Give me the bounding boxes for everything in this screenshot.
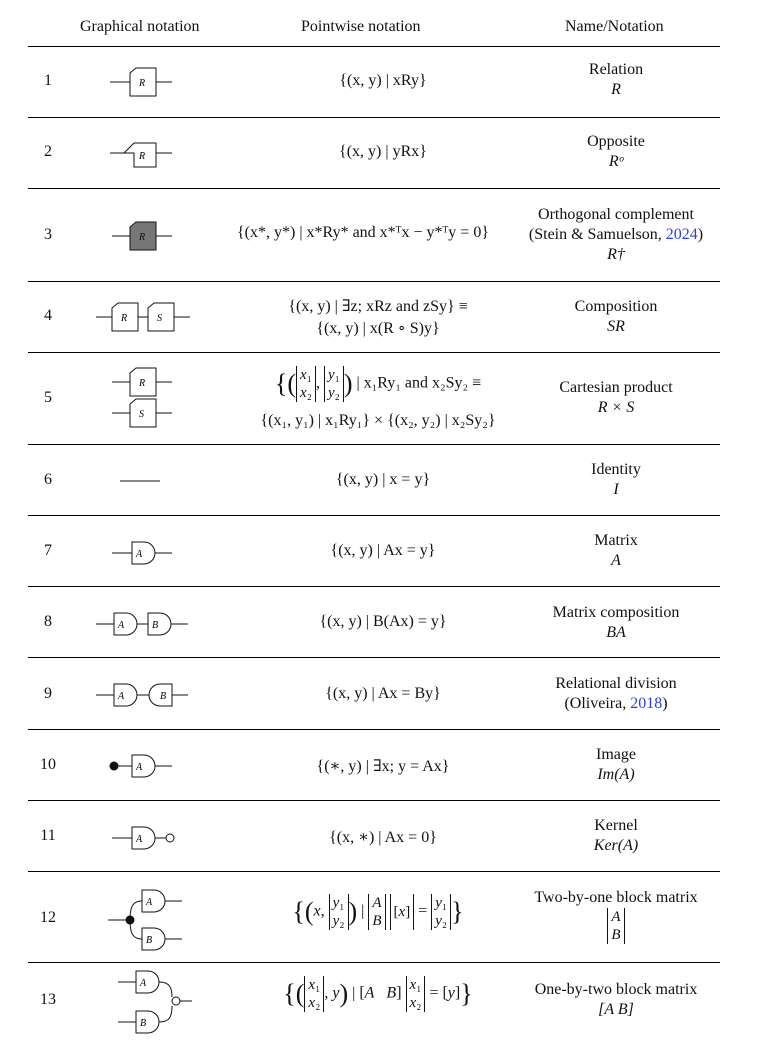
name-label: Kernel [594,817,638,834]
pointwise-text: {(x, y) | xRy} [339,72,427,89]
row-divider [28,729,720,730]
pointwise-text: {(x, y) | ∃z; xRz and zSy} ≡ [288,298,468,315]
relational-division-gates-icon [94,681,204,709]
notation-symbol: Rᵒ [608,153,624,170]
name-cell [496,297,736,337]
name-cell [496,531,736,571]
svg-text:A: A [118,620,125,631]
svg-text:R: R [139,151,146,162]
row-number: 5 [44,389,52,406]
notation-symbol: R [611,81,621,98]
row-number: 3 [44,226,52,243]
svg-text:B: B [160,691,167,702]
name-cell [496,603,736,643]
notation-symbol: I [613,481,619,498]
relation-box-icon [108,67,178,97]
citation-year-link[interactable]: 2018 [630,695,663,712]
citation: (Stein & Samuelson, 2024) [528,226,704,243]
pointwise-matrix-text: {( x₁ x₂, y₁ y₂ ) | x₁Ry₁ and x₂Sy₂ ≡ [274,367,482,401]
row-divider [28,444,720,445]
identity-wire-icon [118,470,168,490]
name-label: Opposite [587,133,645,150]
row-divider [28,515,720,516]
svg-text:A: A [136,762,143,773]
row-divider [28,871,720,872]
pointwise-text: {(x, y) | Ax = y} [330,542,436,559]
two-by-one-block-icon [106,885,186,955]
name-label: Relational division [555,675,677,692]
notation-symbol: R† [607,246,625,263]
pointwise-text: {(∗, y) | ∃x; y = Ax} [316,758,450,775]
row-number: 2 [44,143,52,160]
row-divider [28,586,720,587]
name-cell [496,205,736,265]
svg-text:A: A [136,834,143,845]
pointwise-text: {(x, ∗) | Ax = 0} [329,829,437,846]
row-number: 10 [40,756,56,773]
pointwise-text: {(x, y) | B(Ax) = y} [319,613,447,630]
matrix-gate-icon [110,539,180,567]
svg-text:R: R [139,78,146,89]
name-label: Image [596,746,636,763]
name-cell [496,132,736,172]
svg-text:B: B [140,1018,147,1029]
notation-symbol: SR [607,318,625,335]
name-label: Composition [574,298,658,315]
matrix-composition-gates-icon [94,610,204,638]
pointwise-text: {(x*, y*) | x*Ry* and x*ᵀx − y*ᵀy = 0} [237,224,489,241]
header-name: Name/Notation [565,18,664,35]
name-label: Orthogonal complement [538,206,694,223]
notation-symbol: R × S [597,399,635,416]
pointwise-text: {(x, y) | yRx} [339,143,427,160]
name-label: Cartesian product [559,379,673,396]
pointwise-text: {(x, y) | Ax = By} [325,685,441,702]
row-divider [28,800,720,801]
row-divider [28,657,720,658]
header-pointwise: Pointwise notation [301,18,421,35]
pointwise-condition: | x₁Ry₁ and x₂Sy₂ ≡ [356,374,482,392]
orthogonal-complement-box-icon [108,221,178,251]
name-label: Matrix composition [552,604,680,621]
name-label: Identity [591,461,641,478]
svg-text:B: B [152,620,159,631]
citation: (Oliveira, 2018) [564,695,668,712]
row-number: 11 [40,827,56,844]
name-label: Two-by-one block matrix [534,889,698,906]
svg-text:R: R [139,232,146,243]
one-by-two-block-icon [116,966,196,1036]
row-number: 9 [44,685,52,702]
svg-text:R: R [121,313,128,324]
name-cell [496,888,736,944]
header-rule [28,46,720,47]
svg-text:A: A [146,897,153,908]
name-cell [496,816,736,856]
cartesian-product-boxes-icon [110,367,180,429]
name-cell [496,60,736,100]
name-cell [496,460,736,500]
name-cell [496,980,736,1020]
row-divider [28,352,720,353]
svg-text:R: R [139,378,146,389]
kernel-gate-icon [110,824,182,852]
pointwise-text: {(x, y) | x = y} [335,471,431,488]
row-number: 13 [40,991,56,1008]
pointwise-matrix-text: {( x₁ x₂, y) | [A B] x₁ x₂ = [y]} [283,977,473,1011]
name-label: One-by-two block matrix [534,981,698,998]
notation-symbol: Ker(A) [593,837,639,854]
row-divider [28,117,720,118]
svg-text:A: A [140,978,147,989]
row-divider [28,188,720,189]
name-label: Matrix [594,532,638,549]
row-number: 4 [44,307,52,324]
row-number: 8 [44,613,52,630]
row-divider [28,281,720,282]
svg-text:A: A [118,691,125,702]
notation-symbol: [A B] [598,1001,634,1018]
pointwise-text-2: {(x, y) | x(R ∘ S)y} [316,320,440,337]
name-cell [496,745,736,785]
citation-year-link[interactable]: 2024 [665,226,698,243]
svg-text:S: S [139,409,144,420]
row-number: 6 [44,471,52,488]
image-gate-icon [108,752,180,780]
notation-symbol: A [611,552,621,569]
opposite-box-icon [108,138,178,168]
row-number: 12 [40,909,56,926]
notation-symbol: BA [606,624,626,641]
row-number: 1 [44,72,52,89]
row-number: 7 [44,542,52,559]
composition-boxes-icon [94,302,204,332]
name-cell [496,674,736,714]
row-divider [28,962,720,963]
pointwise-matrix-text: {(x, y₁ y₂ ) | A B [x] = y₁ y₂ } [292,895,464,929]
svg-text:B: B [146,935,153,946]
svg-text:S: S [157,313,162,324]
name-label: Relation [588,61,644,78]
pointwise-text-2: {(x₁, y₁) | x₁Ry₁} × {(x₂, y₂) | x₂Sy₂} [260,412,496,429]
name-cell [496,378,736,418]
notation-symbol: Im(A) [597,766,635,783]
svg-text:A: A [136,549,143,560]
header-graphical: Graphical notation [80,18,200,35]
notation-symbol: A B [496,908,736,944]
